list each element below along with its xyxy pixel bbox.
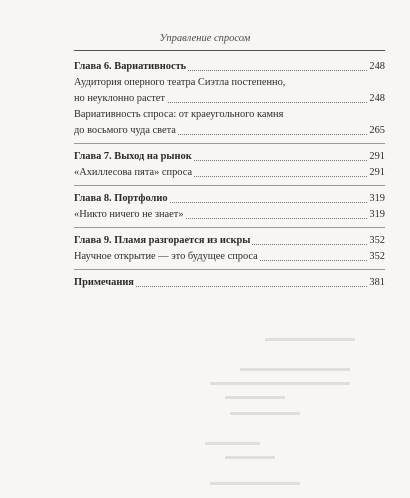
toc-entry-title: Глава 7. Выход на рынок [74, 149, 194, 165]
toc-page-number: 319 [367, 191, 385, 207]
toc-page-number: 352 [367, 233, 385, 249]
toc-chapter-9[interactable] [74, 233, 385, 249]
toc-entry[interactable] [74, 123, 385, 139]
toc-entry-continuation: до восьмого чуда света [74, 123, 178, 139]
toc-entry-title: Аудитория оперного театра Сиэтла постепенно, [74, 77, 286, 88]
toc-page-number: 248 [367, 91, 385, 107]
header-rule [74, 50, 385, 51]
section-divider [74, 227, 385, 228]
toc-notes[interactable] [74, 275, 385, 291]
toc-entry-continuation: но неуклонно растет [74, 91, 167, 107]
toc-entry-title: Научное открытие — это будущее спроса [74, 249, 260, 265]
toc-page-number: 248 [367, 59, 385, 75]
toc-chapter-7[interactable] [74, 149, 385, 165]
toc-entry[interactable] [74, 249, 385, 265]
toc-entry-title: Вариативность спроса: от краеугольного камня [74, 109, 284, 120]
running-head: Управление спросом [159, 33, 251, 44]
toc-chapter-6[interactable] [74, 59, 385, 75]
toc-page-number: 319 [367, 207, 385, 223]
toc-entry[interactable] [74, 165, 385, 181]
toc-page-number: 381 [367, 275, 385, 291]
section-divider [74, 143, 385, 144]
toc-entry-title: Глава 9. Пламя разгорается из искры [74, 233, 252, 249]
toc-chapter-8[interactable] [74, 191, 385, 207]
section-divider [74, 185, 385, 186]
section-divider [74, 269, 385, 270]
toc-page-number: 291 [367, 165, 385, 181]
toc-entry-title: «Никто ничего не знает» [74, 207, 186, 223]
table-of-contents [74, 59, 385, 291]
show-through-texture [170, 330, 390, 490]
toc-entry[interactable] [74, 91, 385, 107]
toc-entry[interactable] [74, 207, 385, 223]
toc-page-number: 291 [367, 149, 385, 165]
toc-entry-title: Примечания [74, 275, 136, 291]
toc-entry-title: «Ахиллесова пята» спроса [74, 165, 194, 181]
toc-page-number: 352 [367, 249, 385, 265]
toc-entry-title: Глава 8. Портфолио [74, 191, 170, 207]
toc-entry-title: Глава 6. Вариативность [74, 59, 188, 75]
toc-page-number: 265 [367, 123, 385, 139]
